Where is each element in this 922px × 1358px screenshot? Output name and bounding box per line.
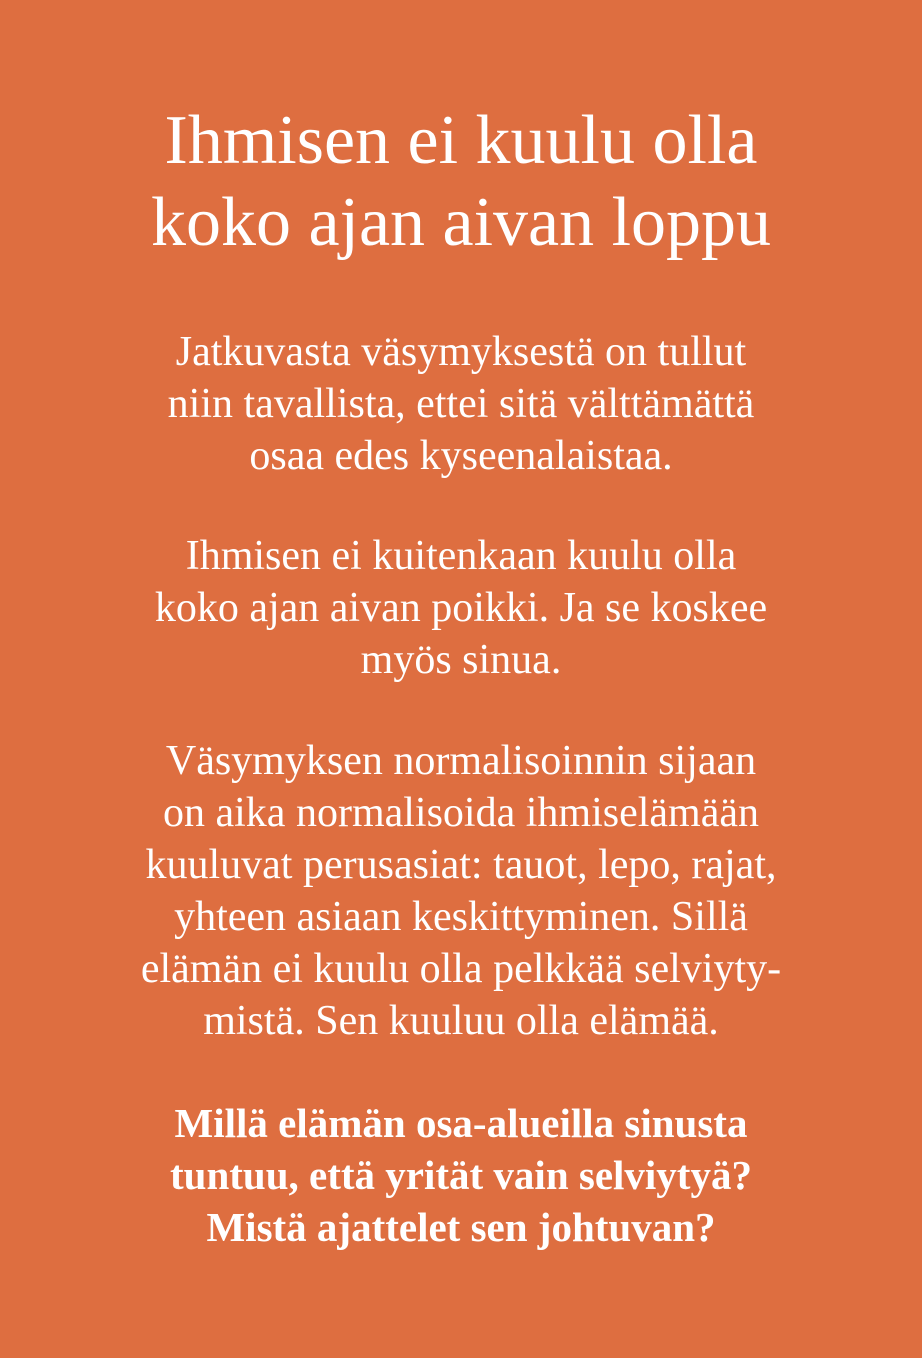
paragraph-normalize-basics xyxy=(30,735,892,1047)
paragraph-line: Ihmisen ei kuitenkaan kuulu olla xyxy=(185,533,737,579)
paragraph-not-exhausted xyxy=(30,530,892,686)
paragraph-line: niin tavallista, ettei sitä välttämättä xyxy=(167,381,755,427)
paragraph-line: Jatkuvasta väsymyksestä on tullut xyxy=(175,329,747,375)
paragraph-line: myös sinua. xyxy=(360,637,562,683)
paragraph-line: yhteen asiaan keskittyminen. Sillä xyxy=(174,894,748,940)
paragraph-line: mistä. Sen kuuluu olla elämää. xyxy=(203,998,719,1044)
paragraph-line: Väsymyksen normalisoinnin sijaan xyxy=(165,738,757,784)
paragraph-line: kuuluvat perusasiat: tauot, lepo, rajat, xyxy=(145,842,777,888)
title-line: Ihmisen ei kuulu olla xyxy=(164,102,758,179)
paragraph-fatigue-normal xyxy=(30,326,892,482)
question-line: tuntuu, että yrität vain selviytyä? xyxy=(170,1152,752,1198)
paragraph-line: elämän ei kuulu olla pelkkää selviyty- xyxy=(140,946,782,992)
paragraph-line: koko ajan aivan poikki. Ja se koskee xyxy=(154,585,768,631)
paragraph-line: on aika normalisoida ihmiselämään xyxy=(163,790,759,836)
paragraph-line: osaa edes kyseenalaistaa. xyxy=(249,433,673,479)
title-line: koko ajan aivan loppu xyxy=(150,184,772,261)
question-line: Mistä ajattelet sen johtuvan? xyxy=(206,1204,716,1250)
question-line: Millä elämän osa-alueilla sinusta xyxy=(174,1100,748,1146)
reflection-question xyxy=(30,1097,892,1253)
page-title xyxy=(40,100,882,264)
